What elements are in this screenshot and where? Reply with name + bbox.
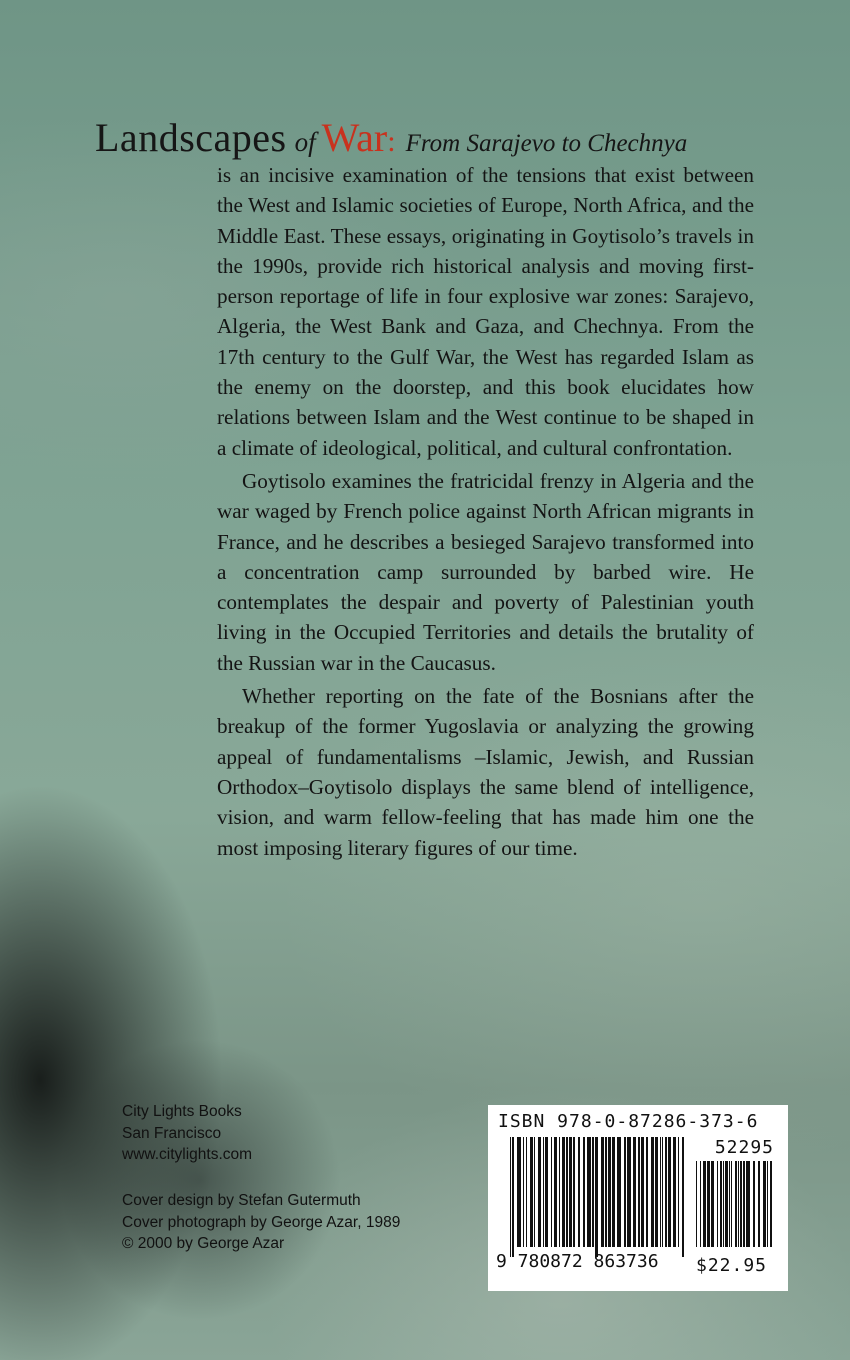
barcode-bar xyxy=(731,1161,732,1247)
barcode-bar xyxy=(665,1137,667,1247)
barcode-bar xyxy=(595,1137,598,1257)
barcode-bar xyxy=(554,1137,557,1247)
barcode-bar xyxy=(767,1161,768,1247)
barcode-bar xyxy=(601,1137,604,1247)
barcode-bar xyxy=(763,1161,766,1247)
barcode-bar xyxy=(569,1137,572,1247)
barcode-bar xyxy=(746,1161,750,1247)
barcode-bar xyxy=(740,1161,742,1247)
barcode-bar xyxy=(633,1137,636,1247)
barcode-bar xyxy=(566,1137,568,1247)
barcode-bar xyxy=(523,1137,524,1247)
barcode-bar xyxy=(668,1137,671,1247)
credit-photograph: Cover photograph by George Azar, 1989 xyxy=(122,1213,401,1231)
barcode-bar xyxy=(700,1161,701,1247)
title-colon: : xyxy=(387,125,396,158)
barcode-bar xyxy=(526,1137,527,1247)
barcode-bar xyxy=(624,1137,626,1247)
barcode-bar xyxy=(707,1161,710,1247)
barcode-bar xyxy=(758,1161,760,1247)
barcode-bar xyxy=(641,1137,644,1247)
ean-digits: 9 780872 863736 xyxy=(496,1251,659,1272)
barcode-bar xyxy=(720,1161,722,1247)
barcode-bar xyxy=(729,1161,730,1247)
publisher-info xyxy=(122,1101,252,1166)
barcode-bar xyxy=(573,1137,575,1247)
barcode-bar xyxy=(538,1137,541,1247)
barcode-bar xyxy=(735,1161,737,1247)
barcode-bar xyxy=(717,1161,718,1247)
blurb-text xyxy=(217,160,754,863)
publisher-website: www.citylights.com xyxy=(122,1146,253,1163)
barcode-bar xyxy=(723,1161,724,1247)
barcode-bar xyxy=(612,1137,615,1247)
barcode-bar xyxy=(738,1161,739,1247)
barcode-bar xyxy=(651,1137,654,1247)
barcode-bar xyxy=(743,1161,745,1247)
cover-credits xyxy=(122,1190,400,1255)
barcode-bar xyxy=(638,1137,640,1247)
barcode-bar xyxy=(660,1137,661,1247)
barcode-bar xyxy=(617,1137,621,1247)
barcode-bar xyxy=(530,1137,533,1247)
barcode-bar xyxy=(545,1137,548,1247)
barcode-bar xyxy=(696,1161,697,1247)
barcode-bar xyxy=(703,1161,706,1247)
title-war: War xyxy=(321,115,388,160)
barcode-bar xyxy=(543,1137,544,1247)
barcode-bar xyxy=(753,1161,755,1247)
barcode-bar xyxy=(517,1137,521,1247)
blurb-paragraph-3: Whether reporting on the fate of the Bosnians after the breakup of the former Yugoslavia or analyzing the growing appeal of fundamentalisms –Islamic, Jewish, and Russian Orthodox–Goytisolo displays the same blend of intelligence, vision, and warm fellow-feeling that has made him one the most imposing literary figures of our time. xyxy=(217,684,754,860)
isbn-label: ISBN 978-0-87286-373-6 xyxy=(498,1111,759,1132)
blurb-paragraph-1: is an incisive examination of the tensions that exist between the West and Islamic societies of Europe, North Africa, and the Middle East. These essays, originating in Goytisolo’s travels in the 1990s, provide rich historical analysis and moving first-person reportage of life in four explosive war zones: Sarajevo, Algeria, the West Bank and Gaza, and Chechnya. From the 17th century to the Gulf War, the West has regarded Islam as the enemy on the doorstep, and this book elucidates how relations between Islam and the West continue to be shaped in a climate of ideological, political, and cultural confrontation. xyxy=(217,163,754,460)
barcode-bar xyxy=(627,1137,631,1247)
barcode-bar xyxy=(678,1137,679,1247)
barcode-bar xyxy=(662,1137,663,1247)
barcode-bar xyxy=(655,1137,658,1247)
barcode-bar xyxy=(512,1137,514,1257)
barcode-bar xyxy=(592,1137,594,1247)
barcode-bar xyxy=(682,1137,684,1257)
barcode-bar xyxy=(673,1137,676,1247)
title-of: of xyxy=(294,127,316,157)
barcode-bar xyxy=(534,1137,535,1247)
barcode-bar xyxy=(770,1161,772,1247)
barcode-bar xyxy=(559,1137,560,1247)
credit-design: Cover design by Stefan Gutermuth xyxy=(122,1192,361,1209)
publisher-city: San Francisco xyxy=(122,1124,222,1142)
barcode-bar xyxy=(510,1137,511,1257)
barcode-bar xyxy=(608,1137,611,1247)
barcode-bar xyxy=(578,1137,580,1247)
barcode-bar xyxy=(725,1161,728,1247)
credit-copyright: © 2000 by George Azar xyxy=(122,1235,285,1252)
barcode-bar xyxy=(646,1137,648,1247)
barcode-bar xyxy=(551,1137,552,1247)
barcode-bar xyxy=(562,1137,565,1247)
barcode-bar xyxy=(711,1161,714,1247)
addon-code: 52295 xyxy=(714,1137,774,1158)
title-landscapes: Landscapes xyxy=(95,115,287,160)
book-subtitle: From Sarajevo to Chechnya xyxy=(405,130,688,157)
barcode-bar xyxy=(583,1137,585,1247)
price: $22.95 xyxy=(696,1255,768,1276)
isbn-barcode xyxy=(488,1105,788,1291)
book-title xyxy=(95,115,815,160)
barcode-bar xyxy=(587,1137,591,1247)
barcode-bar xyxy=(605,1137,607,1247)
publisher-name: City Lights Books xyxy=(122,1103,242,1120)
blurb-paragraph-2: Goytisolo examines the fratricidal frenzy in Algeria and the war waged by French police against North African migrants in France, and he describes a besieged Sarajevo transformed into a concentration camp surrounded by barbed wire. He contemplates the despair and poverty of Palestinian youth living in the Occupied Territories and details the brutality of the Russian war in the Caucasus. xyxy=(217,468,754,675)
